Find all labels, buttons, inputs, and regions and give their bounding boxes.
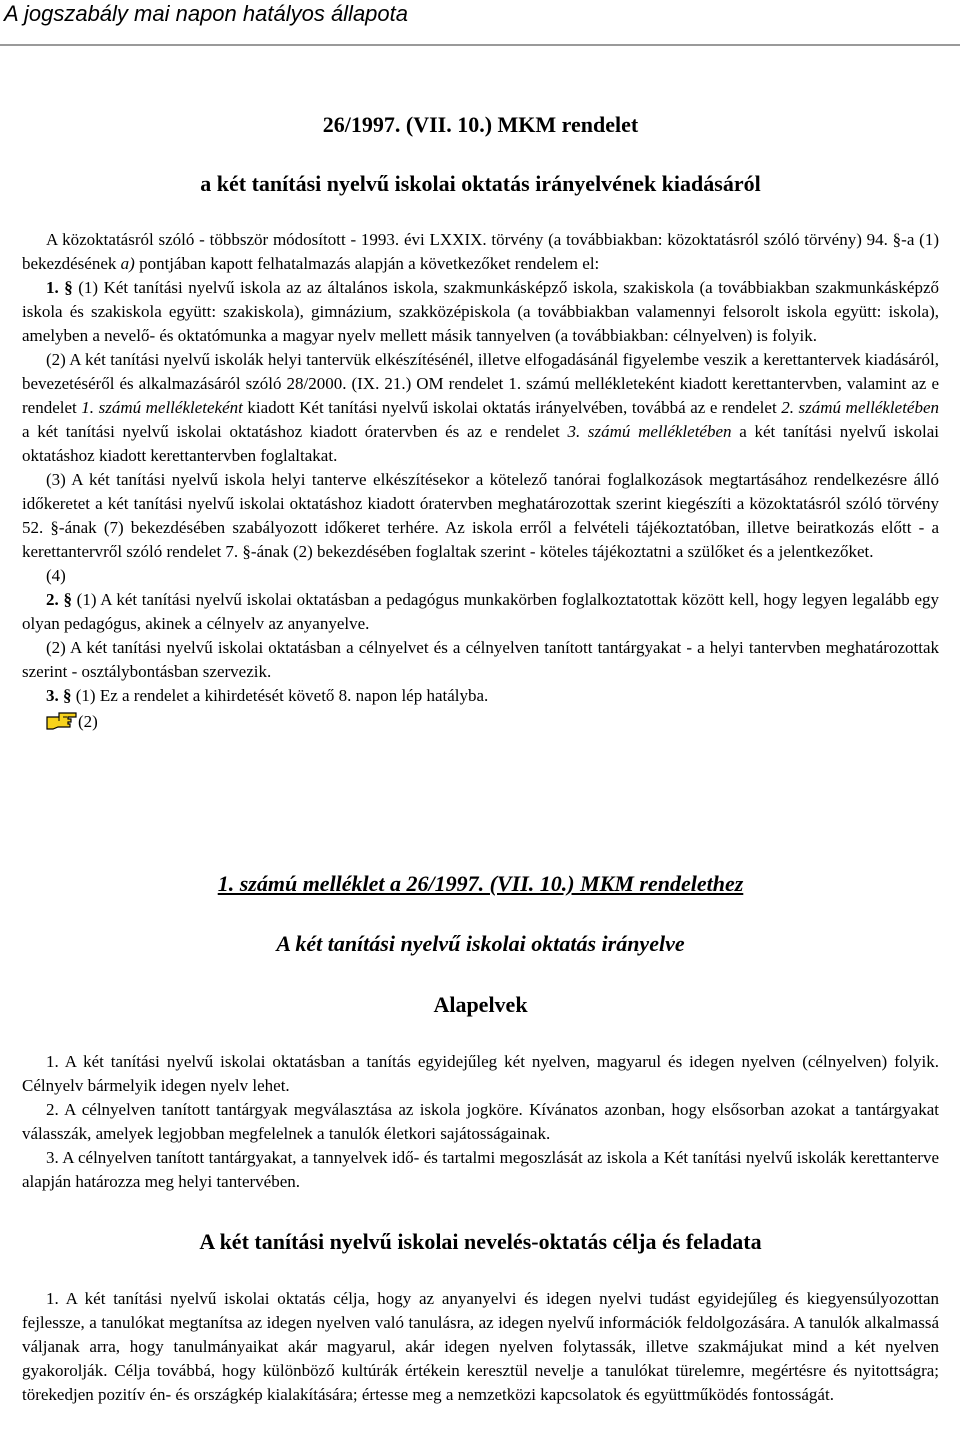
goals-heading-block (22, 1229, 939, 1255)
section-3-para-1: 3. § (1) Ez a rendelet a kihirdetését követő 8. napon lép hatályba. (46, 686, 489, 705)
annex-subtitle: A két tanítási nyelvű iskolai oktatás irányelve (276, 931, 685, 956)
decree-number-block (22, 112, 939, 138)
principle-2: 2. A célnyelven tanított tantárgyak megválasztása az iskola jogköre. Kívánatos azonban, hogy elsősorban azokat a tantárgyakat válasszák, amelyek legjobban megfelelnek a tanulók életkori sajátosságainak. (22, 1100, 939, 1143)
goal-1: 1. A két tanítási nyelvű iskolai oktatás célja, hogy az anyanyelvi és idegen nyelvi tudást egyidejűleg és kiegyensúlyozottan fejlessze, a tanulókat megtanítsa az idegen nyelven való tanulásra, az idegen nyelvű információk feldolgozására. A tanulók alkalmassá váljanak arra, hogy tanulmányaikat akár magyarul, akár idegen nyelven folytassák, illetve szakmájukat mind a két nyelven gyakorolják. Célja továbbá, hogy különböző kultúrák értékein keresztül nevelje a tanulókat türelemre, megértésre és nyitottságra; törekedjen pozitív én- és országkép kialakítására; értesse meg a nemzetközi kapcsolatok és együttműködés fontosságát. (22, 1289, 939, 1404)
section-3-number: 3. § (46, 686, 72, 705)
principle-1: 1. A két tanítási nyelvű iskolai oktatásban a tanítás egyidejűleg két nyelven, magyarul és idegen nyelven (célnyelven) folyik. Célnyelv bármelyik idegen nyelv lehet. (22, 1052, 939, 1095)
section-2-number: 2. § (46, 590, 72, 609)
page-header (0, 0, 960, 42)
section-1-para-3: (3) A két tanítási nyelvű iskola helyi tanterve elkészítésekor a kötelező tanórai foglalkozások megtartásához rendelkezésre álló időkeretet a két tanítási nyelvű iskolai oktatáshoz kiadott óratervben meghatározottak szerint kiegészíti a közoktatásról szóló törvény 52. §-ának (7) bekezdésében szabályozott időkeret terhére. Az iskola erről a felvételi tájékoztatóban, illetve beiratkozás előtt - a kerettantervről szóló rendelet 7. §-ának (2) bekezdésében foglaltak szerint - köteles tájékoztatni a szülőket és a jelentkezőket. (22, 470, 939, 561)
section-2-para-2: (2) A két tanítási nyelvű iskolai oktatásban a célnyelvet és a célnyelven tanított tantárgyakat - a helyi tantervben meghatározottak szerint - osztálybontásban szervezik. (22, 638, 939, 681)
section-3-para-2: (2) (22, 708, 939, 737)
decree-text (22, 228, 939, 737)
principle-3: 3. A célnyelven tanított tantárgyakat, a tannyelvek idő- és tartalmi megoszlását az iskola a Két tanítási nyelvű iskolák kerettanterve alapján határozza meg helyi tantervében. (22, 1148, 939, 1191)
header-title: A jogszabály mai napon hatályos állapota (4, 1, 409, 26)
principles-heading: Alapelvek (433, 992, 528, 1017)
section-1-para-4: (4) (46, 566, 66, 585)
annex-title-block (22, 871, 939, 897)
annex-title: 1. számú melléklet a 26/1997. (VII. 10.) MKM rendelethez (217, 871, 744, 896)
section-1-para-1: 1. § (1) Két tanítási nyelvű iskola az az általános iskola, szakmunkásképző iskola, szakiskola (a továbbiakban szakmunkásképző iskola és szakiskola együtt: szakiskola), gimnázium, szakközépiskola (a továbbiakban valamennyi felsorolt iskola együtt: iskola), amelyben a nevelő- és oktatómunka a magyar nyelv mellett másik tannyelven (a továbbiakban: célnyelven) is folyik. (22, 278, 939, 345)
decree-title: a két tanítási nyelvű iskolai oktatás irányelvének kiadásáról (200, 171, 761, 196)
decree-title-block (22, 171, 939, 197)
section-2-para-1: 2. § (1) A két tanítási nyelvű iskolai oktatásban a pedagógus munkakörben foglalkoztatottak között kell, hogy legyen legalább egy olyan pedagógus, akinek a célnyelv az anyanyelve. (22, 590, 939, 633)
section-1-number: 1. § (46, 278, 73, 297)
goals-heading: A két tanítási nyelvű iskolai nevelés-oktatás célja és feladata (199, 1229, 762, 1254)
header-divider (0, 44, 960, 46)
section-1-para-2: (2) A két tanítási nyelvű iskolák helyi tantervük elkészítésénél, illetve elfogadásánál figyelembe veszik a kerettantervek kiadásáról, bevezetéséről és alkalmazásáról szóló 28/2000. (IX. 21.) OM rendelet 1. számú mellékleteként kiadott kerettantervben, valamint az e rendelet 1. számú mellékleteként kiadott Két tanítási nyelvű iskolai oktatás irányelvében, továbbá az e rendelet 2. számú mellékletében a két tanítási nyelvű iskolai oktatáshoz kiadott óratervben és az e rendelet 3. számú mellékletében a két tanítási nyelvű iskolai oktatáshoz kiadott kerettantervben foglaltakat. (22, 350, 940, 465)
preamble: A közoktatásról szóló - többször módosított - 1993. évi LXXIX. törvény (a továbbiakban: közoktatásról szóló törvény) 94. §-a (1) bekezdésének a) pontjában kapott felhatalmazás alapján a következőket rendelem el: (22, 230, 939, 273)
goals-text (22, 1287, 939, 1407)
pointing-hand-icon[interactable] (46, 708, 78, 737)
principles-heading-block (22, 992, 939, 1018)
decree-number: 26/1997. (VII. 10.) MKM rendelet (322, 112, 639, 137)
principles-text (22, 1050, 939, 1194)
annex-subtitle-block (22, 931, 939, 957)
